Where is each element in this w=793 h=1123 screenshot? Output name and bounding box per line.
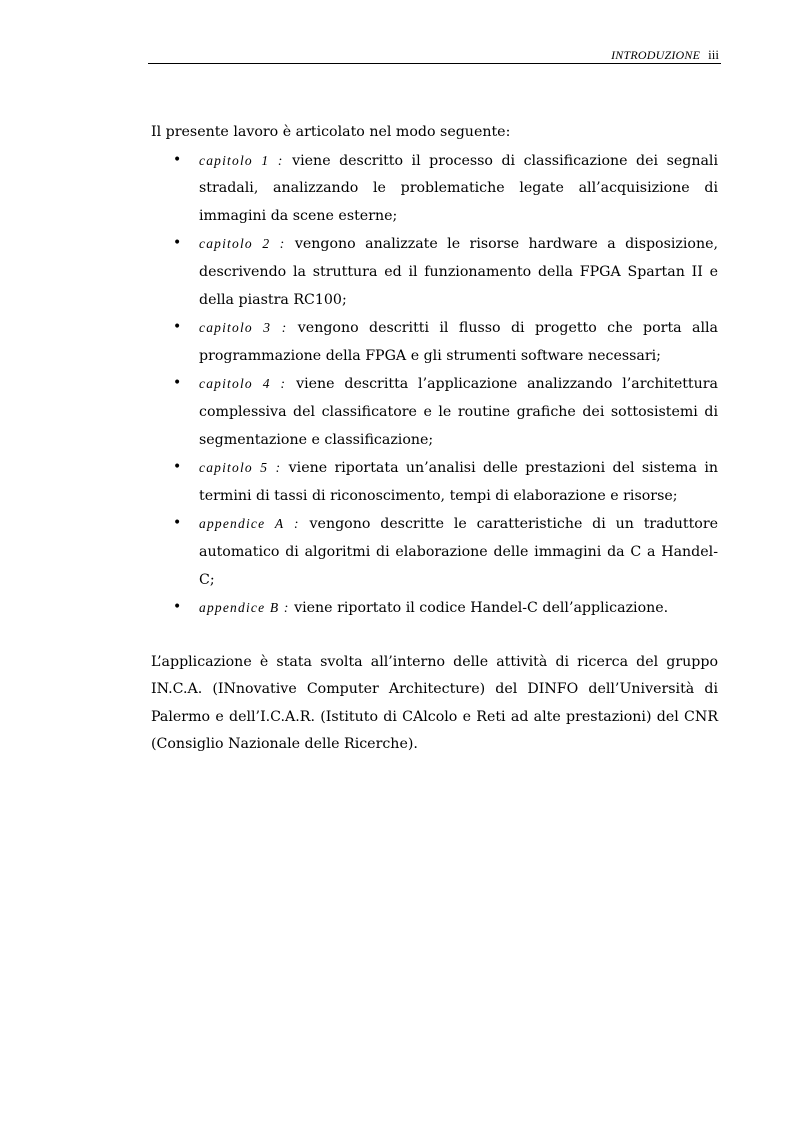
item-text: viene descritto il processo di classificazione dei segnali stradali, analizzando le problematiche legate all’acquisizione di immagini da scene esterne;	[199, 152, 718, 224]
paragraph-spacer	[151, 623, 718, 649]
item-text: viene riportato il codice Handel-C dell’applicazione.	[294, 600, 669, 617]
list-item	[151, 147, 718, 231]
intro-paragraph: Il presente lavoro è articolato nel modo seguente:	[151, 124, 511, 140]
item-text: viene descritta l’applicazione analizzando l’architettura complessiva del classificatore e le routine grafiche dei sottosistemi di segmentazione e classificazione;	[199, 376, 718, 448]
list-item	[151, 314, 718, 370]
item-label: capitolo 1 :	[199, 152, 284, 168]
item-label: capitolo 5 :	[199, 460, 282, 476]
item-label: capitolo 2 :	[199, 236, 286, 252]
bullet-icon: •	[173, 375, 182, 392]
chapter-list	[151, 147, 718, 623]
page-number: iii	[708, 47, 719, 62]
item-text: vengono descritte le caratteristiche di un traduttore automatico di algoritmi di elaborazione delle immagini da C a Handel-C;	[199, 516, 718, 588]
item-label: appendice B :	[199, 600, 290, 616]
list-item	[151, 370, 718, 454]
section-title: INTRODUZIONE	[611, 48, 701, 62]
bullet-icon: •	[173, 319, 182, 336]
item-text: vengono descritti il flusso di progetto che porta alla programmazione della FPGA e gli strumenti software necessari;	[199, 320, 718, 364]
bullet-icon: •	[173, 515, 182, 532]
page-content	[151, 119, 718, 759]
item-text: vengono analizzate le risorse hardware a disposizione, descrivendo la struttura ed il funzionamento della FPGA Spartan II e della piastra RC100;	[199, 236, 719, 308]
item-label: capitolo 3 :	[199, 320, 288, 336]
closing-paragraph: L’applicazione è stata svolta all’interno delle attività di ricerca del gruppo IN.C.A. (INnovative Computer Architecture) del DINFO dell’Università di Palermo e dell’I.C.A.R. (Istituto di CAlcolo e Reti ad alte prestazioni) del CNR (Consiglio Nazionale delle Ricerche).	[151, 653, 718, 753]
list-item	[151, 594, 718, 623]
bullet-icon: •	[173, 459, 182, 476]
running-header	[148, 46, 721, 64]
list-item	[151, 230, 718, 314]
list-item	[151, 454, 718, 510]
bullet-icon: •	[173, 599, 182, 616]
item-label: appendice A :	[199, 516, 300, 532]
bullet-icon: •	[173, 235, 182, 252]
list-item	[151, 510, 718, 594]
item-text: viene riportata un’analisi delle prestazioni del sistema in termini di tassi di riconoscimento, tempi di elaborazione e risorse;	[199, 460, 718, 504]
bullet-icon: •	[173, 151, 182, 168]
item-label: capitolo 4 :	[199, 376, 287, 392]
